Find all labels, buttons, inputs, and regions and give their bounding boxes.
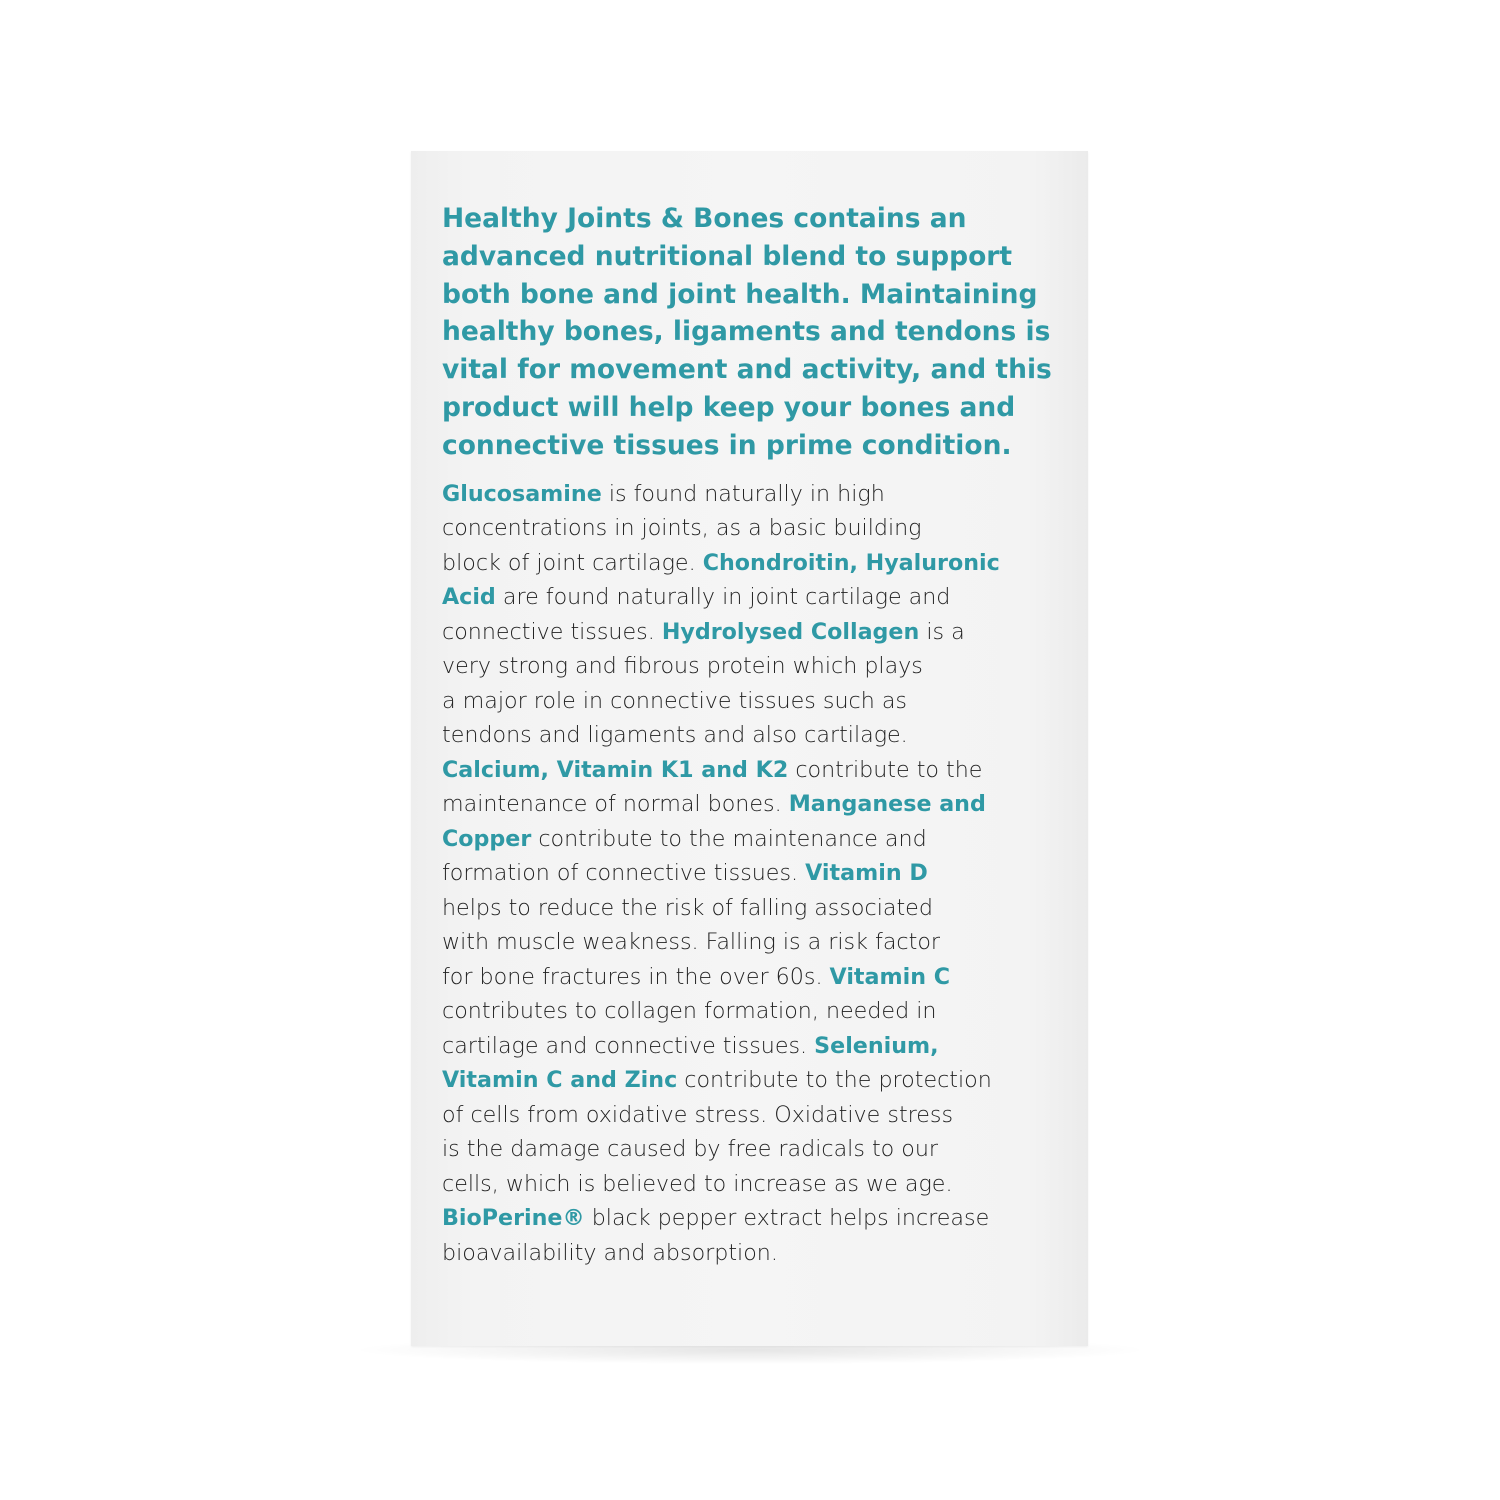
description-line: [442, 653, 923, 679]
description-text: of cells from oxidative stress. Oxidative stress: [442, 1101, 954, 1128]
ingredient-name: Vitamin D: [805, 860, 928, 887]
headline: [442, 200, 1082, 465]
description-line: [442, 1205, 989, 1231]
panel-text: [442, 200, 1082, 1270]
description-line: [442, 757, 982, 783]
description-line: [442, 929, 940, 955]
description-text: for bone fractures in the over 60s.: [442, 963, 830, 990]
ingredient-name: Calcium, Vitamin K1 and K2: [442, 756, 789, 783]
description-line: [442, 688, 907, 714]
headline-line: Healthy Joints & Bones contains an: [442, 203, 967, 234]
ingredient-name: Acid: [442, 584, 496, 611]
description-text: formation of connective tissues.: [442, 860, 806, 887]
description-text: cartilage and connective tissues.: [442, 1032, 815, 1059]
description-line: [442, 998, 936, 1024]
description-line: [442, 895, 933, 921]
description-line: [442, 964, 950, 990]
description-line: [442, 1067, 992, 1093]
description-text: is the damage caused by free radicals to our: [442, 1136, 939, 1163]
description-line: [442, 1102, 953, 1128]
description-line: [442, 584, 950, 610]
description-text: are found naturally in joint cartilage and: [495, 584, 951, 611]
ingredient-name: BioPerine®: [442, 1205, 585, 1232]
description-text: black pepper extract helps increase: [584, 1205, 990, 1232]
description-text: block of joint cartilage.: [442, 549, 703, 576]
description-text: is a: [919, 618, 965, 645]
description-line: [442, 1136, 938, 1162]
description-text: contribute to the protection: [677, 1067, 992, 1094]
headline-line: advanced nutritional blend to support: [442, 240, 1013, 272]
ingredient-name: Manganese and: [788, 791, 986, 818]
headline-line: vital for movement and activity, and this: [442, 354, 1052, 386]
description-line: [442, 515, 922, 541]
description-text: contribute to the: [788, 756, 983, 783]
description-text: cells, which is believed to increase as we age.: [442, 1170, 953, 1197]
description-text: bioavailability and absorption.: [442, 1239, 778, 1266]
description-text: maintenance of normal bones.: [442, 791, 789, 818]
description-text: a major role in connective tissues such as: [442, 687, 907, 714]
ingredient-name: Copper: [442, 825, 532, 852]
description-line: [442, 1240, 778, 1266]
description-text: contribute to the maintenance and: [531, 825, 927, 852]
description-line: [442, 1171, 953, 1197]
description: [442, 477, 1082, 1271]
description-line: [442, 826, 927, 852]
ingredient-name: Vitamin C: [829, 963, 951, 990]
description-text: is found naturally in high: [601, 480, 885, 507]
description-text: with muscle weakness. Falling is a risk factor: [442, 929, 941, 956]
headline-line: healthy bones, ligaments and tendons is: [442, 316, 1051, 348]
headline-line: connective tissues in prime condition.: [442, 429, 1012, 461]
description-line: [442, 791, 986, 817]
headline-line: product will help keep your bones and: [442, 391, 1016, 423]
description-line: [442, 860, 928, 886]
description-line: [442, 722, 908, 748]
description-line: [442, 550, 1000, 576]
description-line: [442, 481, 885, 507]
ingredient-name: Hydrolysed Collagen: [661, 618, 920, 645]
description-line: [442, 619, 965, 645]
description-text: concentrations in joints, as a basic building: [442, 515, 922, 542]
description-line: [442, 1033, 939, 1059]
description-text: contributes to collagen formation, needed in: [442, 998, 937, 1025]
ingredient-name: Chondroitin, Hyaluronic: [702, 549, 1000, 576]
ingredient-name: Selenium,: [814, 1032, 939, 1059]
headline-line: both bone and joint health. Maintaining: [442, 278, 1038, 310]
description-text: connective tissues.: [442, 618, 662, 645]
ingredient-name: Glucosamine: [442, 480, 602, 507]
description-text: tendons and ligaments and also cartilage.: [442, 722, 908, 749]
description-text: helps to reduce the risk of falling associated: [442, 894, 933, 921]
ingredient-name: Vitamin C and Zinc: [442, 1067, 678, 1094]
description-text: very strong and fibrous protein which plays: [442, 653, 923, 680]
